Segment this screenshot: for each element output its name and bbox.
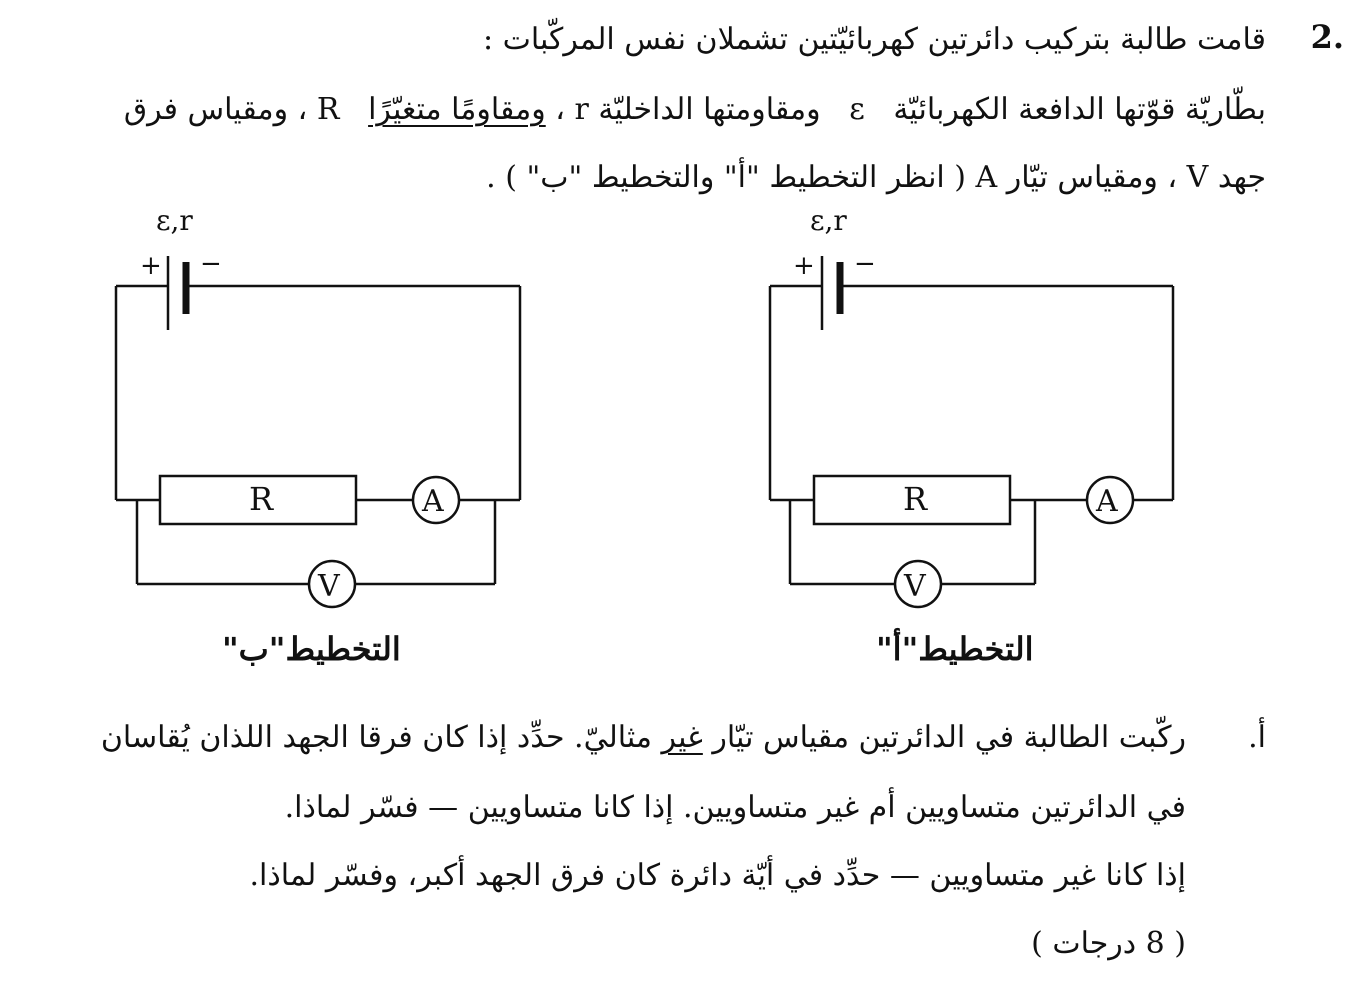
circuit-a-ammeter-label: A bbox=[1096, 484, 1118, 519]
internal-resistance-text: ومقاومتها الداخليّة bbox=[598, 92, 821, 127]
sub-question-line-3: إذا كانا غير متساويين — حدِّد في أيّة دائرة كان فرق الجهد أكبر، وفسّر لماذا. bbox=[249, 858, 1186, 893]
circuit-b bbox=[116, 256, 520, 607]
circuit-a-battery-label: ε,r bbox=[810, 204, 847, 237]
circuit-b-plus: + bbox=[140, 251, 162, 281]
points: ( 8 درجات ) bbox=[1031, 926, 1186, 961]
circuit-b-resistor-label: R bbox=[249, 480, 274, 518]
caption-a: التخطيط"أ" bbox=[876, 630, 1034, 668]
A-symbol: A bbox=[975, 160, 998, 195]
sub-line-1-underlined: غير bbox=[661, 720, 703, 755]
r-symbol: r bbox=[574, 92, 589, 127]
R-symbol: R bbox=[316, 92, 340, 127]
circuit-a-minus: − bbox=[854, 249, 876, 279]
circuit-diagrams bbox=[0, 200, 1364, 680]
question-line-1 bbox=[483, 22, 1266, 57]
comma-text: ، bbox=[555, 92, 565, 127]
circuit-b-ammeter-label: A bbox=[422, 484, 444, 519]
variable-resistor-text: ومقاومًا متغيّرًا bbox=[368, 92, 546, 127]
ammeter-text: ، ومقياس تيّار bbox=[1006, 160, 1178, 195]
circuit-b-minus: − bbox=[200, 249, 222, 279]
emf-symbol: ε bbox=[849, 92, 865, 127]
sub-question-line-1 bbox=[101, 720, 1186, 755]
V-symbol: V bbox=[1186, 160, 1209, 195]
sub-question-letter: أ. bbox=[1248, 720, 1266, 755]
voltmeter-text-start: ، ومقياس فرق bbox=[123, 92, 308, 127]
question-number: 2. bbox=[1310, 18, 1344, 56]
question-line-1-text: قامت طالبة بتركيب دائرتين كهربائيّتين تشملان نفس المركّبات : bbox=[482, 22, 1266, 57]
circuit-a bbox=[770, 256, 1173, 607]
sub-question-line-2: في الدائرتين متساويين أم غير متساويين. إذا كانا متساويين — فسّر لماذا. bbox=[284, 790, 1186, 825]
circuit-a-plus: + bbox=[793, 251, 815, 281]
voltage-text: جهد bbox=[1217, 160, 1266, 195]
circuit-b-voltmeter-label: V bbox=[318, 569, 340, 604]
question-line-2 bbox=[124, 92, 1266, 127]
see-diagrams-text: ( انظر التخطيط "أ" والتخطيط "ب" ) . bbox=[486, 160, 966, 195]
sub-line-1-a: ركّبت الطالبة في الدائرتين مقياس تيّار bbox=[712, 720, 1186, 755]
sub-line-1-b: مثاليّ. حدِّد إذا كان فرقا الجهد اللذان يُقاسان bbox=[100, 720, 652, 755]
battery-text: بطّاريّة قوّتها الدافعة الكهربائيّة bbox=[893, 92, 1266, 127]
question-line-3 bbox=[486, 160, 1266, 195]
caption-b: التخطيط"ب" bbox=[222, 630, 401, 668]
circuit-a-voltmeter-label: V bbox=[904, 569, 926, 604]
circuit-b-battery-label: ε,r bbox=[156, 204, 193, 237]
circuit-a-resistor-label: R bbox=[903, 480, 928, 518]
